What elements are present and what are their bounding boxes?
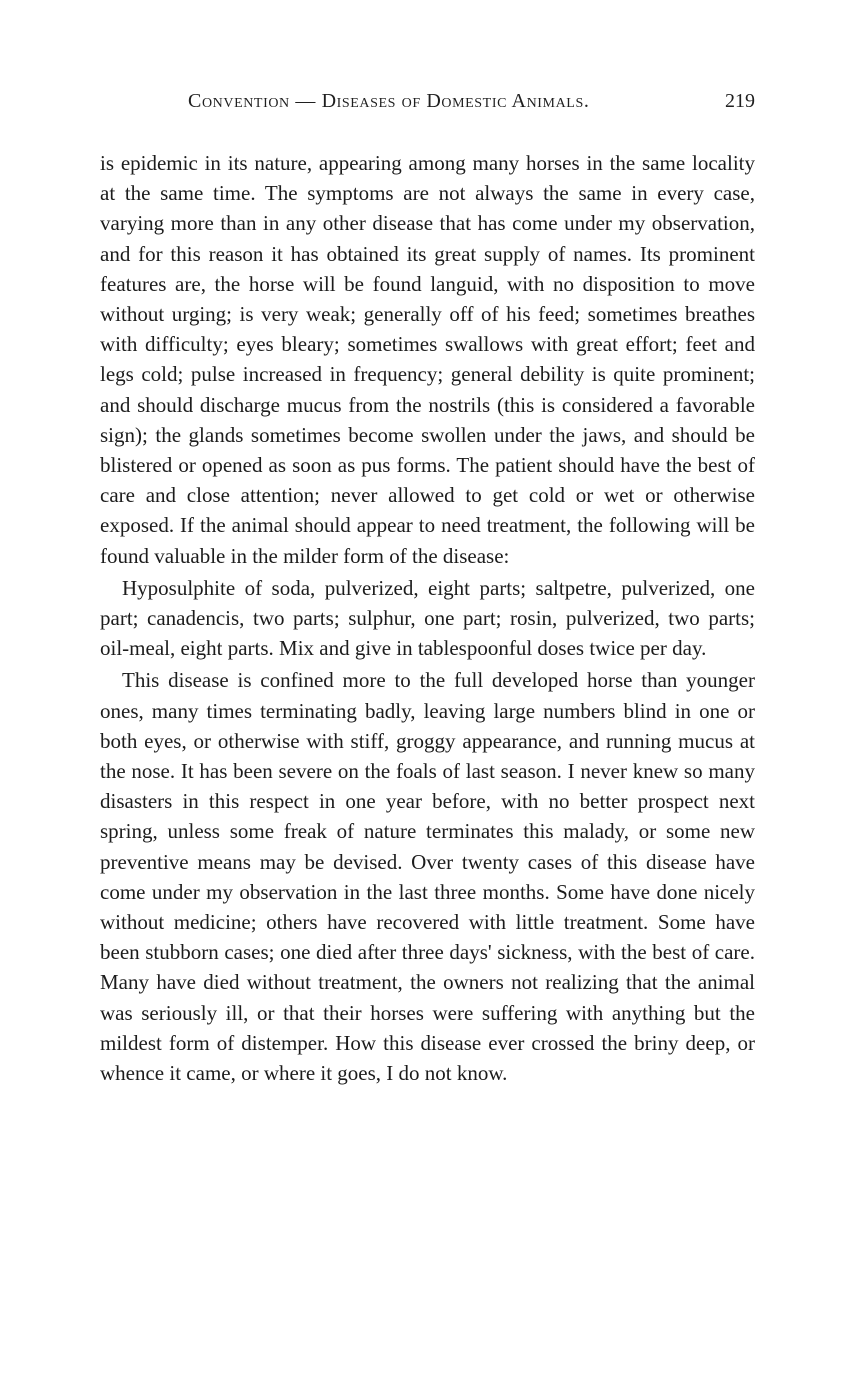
paragraph-recipe: Hyposulphite of soda, pulverized, eight parts; saltpetre, pulverized, one part; canadencis, two parts; sulphur, one part; rosin, pulverized, two parts; oil-meal, eight parts. Mix and give in tablespoonful doses twice per day.: [100, 575, 755, 661]
running-head: [100, 90, 755, 124]
body-text: [100, 148, 755, 1090]
paragraph-continued: is epidemic in its nature, appearing among many horses in the same locality at the same time. The symptoms are not always the same in every case, varying more than in any other disease that has come under my observation, and for this reason it has obtained its great supply of names. Its prominent features are, the horse will be found languid, with no disposition to move without urging; is very weak; generally off of his feed; sometimes breathes with difficulty; eyes bleary; sometimes swallows with great effort; feet and legs cold; pulse increased in frequency; general debility is quite prominent; and should discharge mucus from the nostrils (this is considered a favorable sign); the glands sometimes become swollen under the jaws, and should be blistered or opened as soon as pus forms. The patient should have the best of care and close attention; never allowed to get cold or wet or otherwise exposed. If the animal should appear to need treatment, the following will be found valuable in the milder form of the disease:: [100, 151, 755, 568]
page-number: 219: [725, 90, 755, 112]
paragraph-observations: This disease is confined more to the full developed horse than younger ones, many times terminating badly, leaving large numbers blind in one or both eyes, or otherwise with stiff, groggy appearance, and running mucus at the nose. It has been severe on the foals of last season. I never knew so many disasters in this respect in one year before, with no better prospect next spring, unless some freak of nature terminates this malady, or some new preventive means may be devised. Over twenty cases of this disease have come under my observation in the last three months. Some have done nicely without medicine; others have recovered with little treatment. Some have been stubborn cases; one died after three days' sickness, with the best of care. Many have died without treatment, the owners not realizing that the animal was seriously ill, or that their horses were suffering with anything but the mildest form of distemper. How this disease ever crossed the briny deep, or whence it came, or where it goes, I do not know.: [100, 668, 755, 1086]
running-title: Convention — Diseases of Domestic Animals.: [188, 90, 590, 112]
